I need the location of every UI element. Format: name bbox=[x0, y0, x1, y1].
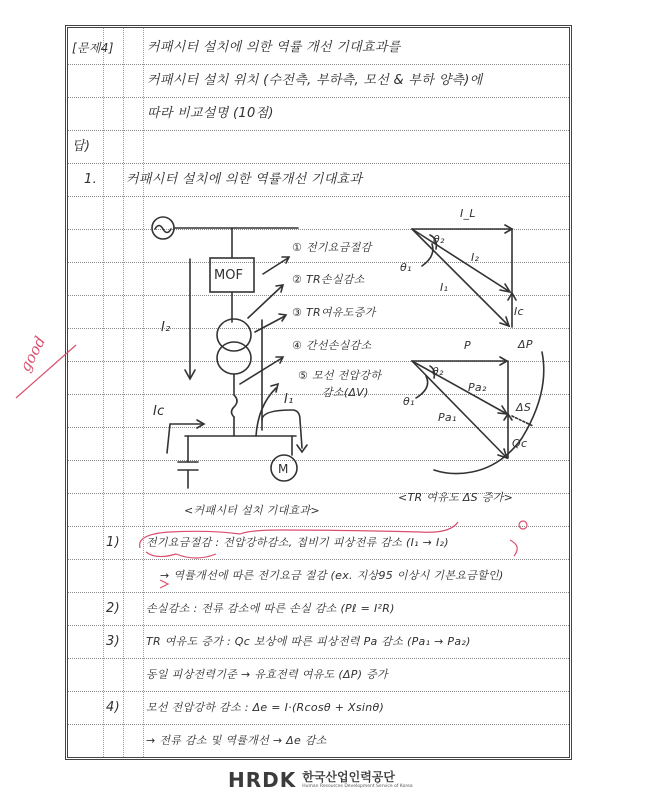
label-Pa1: Pa₁ bbox=[438, 411, 457, 424]
item-2-number: 2) bbox=[106, 601, 120, 616]
label-dS: ΔS bbox=[516, 401, 532, 414]
current-i1-label: I₁ bbox=[284, 392, 294, 407]
label-I1: I₁ bbox=[440, 281, 449, 294]
item-4-line-1: 모선 전압강하 감소 : Δe = I·(Rcosθ + Xsinθ) bbox=[146, 701, 385, 714]
mof-label: MOF bbox=[214, 268, 243, 283]
label-theta1-p: θ₁ bbox=[403, 395, 415, 408]
grader-good-mark: good bbox=[15, 333, 50, 375]
label-Ic: Iᴄ bbox=[514, 305, 524, 318]
question-line-1: 커패시터 설치에 의한 역률 개선 기대효과를 bbox=[147, 40, 401, 55]
label-theta2-p: θ₂ bbox=[432, 365, 444, 378]
org-name-en: Human Resources Development Service of Korea bbox=[302, 783, 413, 789]
caption-right: <TR 여유도 ΔS 증가> bbox=[398, 491, 514, 504]
effect-3: ③ TR여유도증가 bbox=[292, 306, 376, 319]
item-2-line-1: 손실감소 : 전류 감소에 따른 손실 감소 (Pℓ = I²R) bbox=[146, 602, 395, 615]
label-P: P bbox=[464, 339, 471, 352]
effect-1: ① 전기요금절감 bbox=[292, 241, 372, 254]
item-1-line-1: 전기요금절감 : 전압강하감소, 접비기 피상전류 감소 (I₁ → I₂) bbox=[146, 536, 449, 549]
section-number: 1. bbox=[84, 172, 98, 187]
label-theta2: θ₂ bbox=[433, 233, 445, 246]
label-Pa2: Pa₂ bbox=[468, 381, 487, 394]
item-3-line-1: TR 여유도 증가 : Qc 보상에 따른 피상전력 Pa 감소 (Pa₁ → Pa₂) bbox=[146, 635, 471, 648]
section-title: 커패시터 설치에 의한 역률개선 기대효과 bbox=[126, 172, 363, 187]
question-label: [문제4] bbox=[72, 41, 114, 55]
footer-logo bbox=[228, 768, 413, 792]
org-name-kr: 한국산업인력공단 bbox=[302, 769, 395, 784]
label-I2: I₂ bbox=[471, 251, 480, 264]
current-ic-label: Iᴄ bbox=[153, 404, 165, 419]
label-theta1: θ₁ bbox=[400, 261, 412, 274]
label-IL: I_L bbox=[460, 207, 476, 220]
item-1-line-2: → 역률개선에 따른 전기요금 절감 (ex. 지상95 이상시 기본요금할인) bbox=[160, 569, 504, 582]
label-Qc: Qc bbox=[512, 437, 528, 450]
effect-2: ② TR손실감소 bbox=[292, 273, 365, 286]
effect-5: ⑤ 모선 전압강하 bbox=[298, 369, 382, 382]
item-4-line-2: → 전류 감소 및 역률개선 → Δe 감소 bbox=[146, 734, 327, 747]
answer-label: 답) bbox=[72, 139, 91, 154]
hrdk-logo-mark: HRDK bbox=[228, 768, 297, 792]
effect-4: ④ 간선손실감소 bbox=[292, 339, 372, 352]
item-4-number: 4) bbox=[106, 700, 120, 715]
item-3-number: 3) bbox=[106, 634, 120, 649]
current-i2-label: I₂ bbox=[161, 320, 171, 335]
effect-5-cont: 감소(ΔV) bbox=[322, 386, 369, 399]
item-1-number: 1) bbox=[106, 535, 120, 550]
question-line-2: 커패시터 설치 위치 (수전측, 부하측, 모선 & 부하 양측)에 bbox=[147, 73, 483, 88]
label-dP: ΔP bbox=[518, 338, 533, 351]
caption-left: <커패시터 설치 기대효과> bbox=[184, 504, 320, 517]
motor-label: M bbox=[278, 462, 289, 476]
org-name bbox=[302, 771, 412, 790]
question-line-3: 따라 비교설명 (10점) bbox=[147, 106, 274, 121]
item-3-line-2: 동일 피상전력기준 → 유효전력 여유도 (ΔP) 증가 bbox=[146, 668, 388, 681]
